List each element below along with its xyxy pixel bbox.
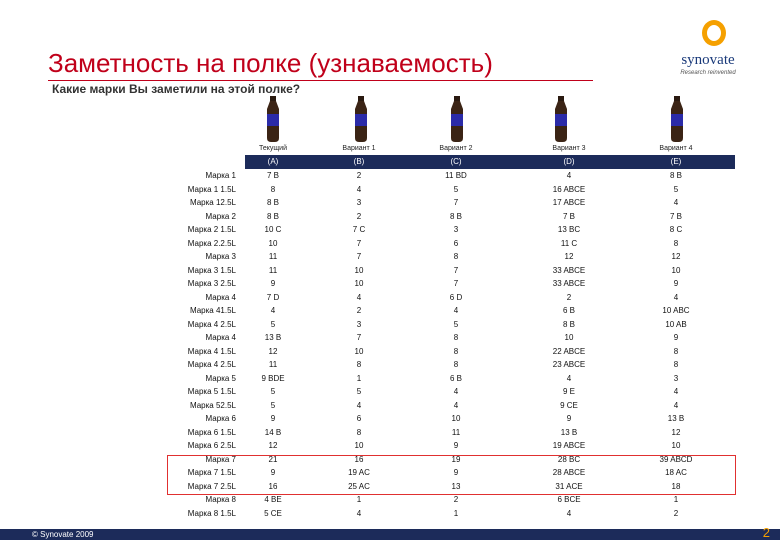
logo-name: synovate <box>681 52 735 68</box>
column-letter: (A) <box>267 157 279 166</box>
footer-copyright: © Synovate 2009 <box>32 530 94 539</box>
table-cell: 23 ABCE <box>552 360 586 369</box>
table-cell: 2 <box>356 211 362 221</box>
table-cell: 1 <box>356 495 362 504</box>
page-title: Заметность на полке (узнаваемость) <box>48 48 493 78</box>
table-cell: 21 <box>268 454 278 464</box>
bottle-icon <box>352 96 370 142</box>
table-cell: 4 <box>270 306 276 315</box>
table-cell: 3 <box>356 198 362 207</box>
table-cell: 16 ABCE <box>552 184 586 194</box>
table-cell: 11 <box>268 360 278 369</box>
table-cell: 33 ABCE <box>552 265 586 275</box>
table-cell: 9 CE <box>560 400 578 410</box>
table-cell: 4 <box>453 387 459 396</box>
table-cell: 9 <box>270 468 276 477</box>
column-header: Вариант 3 <box>552 145 586 152</box>
table-cell: 4 <box>356 292 362 302</box>
table-cell: 4 <box>453 306 459 315</box>
table-cell: 5 <box>673 184 679 194</box>
row-label: Марка 4 2.5L <box>187 360 236 369</box>
table-cell: 2 <box>673 508 679 518</box>
table-cell: 7 <box>356 333 362 342</box>
table-cell: 8 <box>453 333 459 342</box>
table-cell: 5 <box>453 184 459 194</box>
column-letter: (B) <box>353 157 365 166</box>
table-cell: 5 <box>270 400 276 410</box>
table-cell: 8 B <box>449 211 462 221</box>
table-cell: 10 <box>354 441 364 450</box>
row-label: Марка 2 <box>205 211 236 221</box>
row-label: Марка 52.5L <box>189 400 236 410</box>
table-cell: 9 BDE <box>261 373 285 383</box>
table-cell: 13 <box>451 481 461 491</box>
highlight-box <box>167 455 736 495</box>
bottle-icon <box>448 96 466 142</box>
table-cell: 8 B <box>266 198 279 207</box>
table-cell: 4 <box>356 400 362 410</box>
row-label: Марка 8 1.5L <box>187 508 236 518</box>
table-cell: 11 <box>268 252 278 261</box>
table-cell: 7 <box>356 238 362 248</box>
logo-ring-icon <box>702 20 726 46</box>
table-cell: 9 <box>453 468 459 477</box>
table-cell: 13 B <box>560 427 578 437</box>
table-cell: 17 ABCE <box>552 198 586 207</box>
table-cell: 8 <box>356 427 362 437</box>
table-cell: 5 <box>270 319 276 329</box>
table-cell: 7 <box>453 279 459 288</box>
table-cell: 8 <box>453 252 459 261</box>
table-cell: 8 <box>453 346 459 356</box>
table-cell: 11 C <box>560 238 578 248</box>
table-cell: 6 BCE <box>557 495 581 504</box>
table-cell: 8 <box>673 360 679 369</box>
table-cell: 10 <box>354 279 364 288</box>
table-cell: 4 <box>356 184 362 194</box>
table-cell: 4 <box>673 198 679 207</box>
row-label: Марка 8 <box>205 495 236 504</box>
table-cell: 10 C <box>264 225 282 234</box>
table-cell: 8 <box>673 238 679 248</box>
table-cell: 9 <box>453 441 459 450</box>
table-cell: 28 BC <box>557 454 581 464</box>
table-cell: 9 <box>673 333 679 342</box>
table-cell: 12 <box>268 346 278 356</box>
title-underline <box>48 80 593 81</box>
table-cell: 19 <box>451 454 461 464</box>
table-cell: 4 <box>673 292 679 302</box>
table-cell: 11 <box>451 427 461 437</box>
table-cell: 10 <box>564 333 574 342</box>
synovate-logo <box>672 18 744 80</box>
table-cell: 6 B <box>449 373 462 383</box>
table-cell: 12 <box>268 441 278 450</box>
table-cell: 31 ACE <box>555 481 583 491</box>
table-cell: 7 B <box>669 211 682 221</box>
bottle-icon <box>552 96 570 142</box>
table-cell: 7 B <box>266 171 279 180</box>
table-cell: 1 <box>673 495 679 504</box>
table-cell: 12 <box>564 252 574 261</box>
table-cell: 7 <box>453 265 459 275</box>
row-label: Марка 1 <box>205 171 236 180</box>
table-cell: 8 B <box>562 319 575 329</box>
row-label: Марка 4 <box>205 292 236 302</box>
table-cell: 6 <box>453 238 459 248</box>
table-cell: 22 ABCE <box>552 346 586 356</box>
table-cell: 2 <box>356 306 362 315</box>
row-label: Марка 3 2.5L <box>187 279 236 288</box>
table-cell: 4 <box>356 508 362 518</box>
row-label: Марка 6 1.5L <box>187 427 236 437</box>
row-label: Марка 7 1.5L <box>187 468 236 477</box>
logo-tagline: Research reinvented <box>680 70 736 76</box>
table-cell: 1 <box>453 508 459 518</box>
table-cell: 3 <box>673 373 679 383</box>
column-header: Текущий <box>259 145 287 152</box>
table-cell: 10 <box>671 265 681 275</box>
table-cell: 9 E <box>562 387 575 396</box>
row-label: Марка 5 <box>205 373 236 383</box>
column-letter: (C) <box>450 157 462 166</box>
row-label: Марка 6 <box>205 414 236 423</box>
page-number: 2 <box>762 525 770 540</box>
row-label: Марка 2.2.5L <box>187 238 236 248</box>
table-cell: 19 AC <box>348 468 370 477</box>
table-cell: 10 <box>268 238 278 248</box>
table-cell: 2 <box>453 495 459 504</box>
table-cell: 16 <box>268 481 278 491</box>
table-cell: 9 <box>673 279 679 288</box>
table-cell: 13 B <box>264 333 282 342</box>
column-letter: (E) <box>670 157 682 166</box>
table-cell: 7 C <box>352 225 366 234</box>
table-cell: 13 BC <box>557 225 581 234</box>
table-cell: 2 <box>566 292 572 302</box>
table-cell: 12 <box>671 252 681 261</box>
row-label: Марка 12.5L <box>189 198 236 207</box>
table-cell: 10 <box>671 441 681 450</box>
table-cell: 5 <box>270 387 276 396</box>
table-cell: 5 <box>356 387 362 396</box>
row-label: Марка 7 2.5L <box>187 481 236 491</box>
footer-bar <box>0 529 780 540</box>
column-letter: (D) <box>563 157 575 166</box>
row-label: Марка 7 <box>205 454 236 464</box>
row-label: Марка 3 <box>205 252 236 261</box>
table-cell: 4 <box>673 400 679 410</box>
table-cell: 10 <box>354 346 364 356</box>
row-label: Марка 5 1.5L <box>187 387 236 396</box>
row-label: Марка 4 2.5L <box>187 319 236 329</box>
table-cell: 9 <box>270 279 276 288</box>
table-cell: 7 D <box>266 292 280 302</box>
table-cell: 8 C <box>669 225 683 234</box>
table-cell: 3 <box>356 319 362 329</box>
table-cell: 25 AC <box>348 481 370 491</box>
table-cell: 1 <box>356 373 362 383</box>
table-cell: 13 B <box>667 414 685 423</box>
table-cell: 39 ABCD <box>659 454 693 464</box>
table-cell: 9 <box>566 414 572 423</box>
table-cell: 5 <box>453 319 459 329</box>
row-label: Марка 3 1.5L <box>187 265 236 275</box>
table-cell: 7 <box>453 198 459 207</box>
table-cell: 7 B <box>562 211 575 221</box>
table-cell: 5 CE <box>264 508 282 518</box>
table-cell: 19 ABCE <box>552 441 586 450</box>
table-cell: 16 <box>354 454 364 464</box>
table-cell: 6 B <box>562 306 575 315</box>
column-header: Вариант 4 <box>659 145 693 152</box>
table-cell: 4 <box>673 387 679 396</box>
table-cell: 7 <box>356 252 362 261</box>
table-cell: 18 <box>671 481 681 491</box>
table-cell: 14 B <box>264 427 282 437</box>
table-cell: 6 D <box>449 292 463 302</box>
table-cell: 8 B <box>669 171 682 180</box>
table-cell: 6 <box>356 414 362 423</box>
bottle-icon <box>264 96 282 142</box>
table-cell: 2 <box>356 171 362 180</box>
table-cell: 11 BD <box>445 171 467 180</box>
table-cell: 10 <box>451 414 461 423</box>
row-label: Марка 41.5L <box>189 306 236 315</box>
row-label: Марка 6 2.5L <box>187 441 236 450</box>
table-cell: 28 ABCE <box>552 468 586 477</box>
bottle-icon <box>668 96 686 142</box>
table-cell: 3 <box>453 225 459 234</box>
table-cell: 4 <box>566 508 572 518</box>
table-cell: 8 <box>673 346 679 356</box>
table-cell: 4 <box>566 373 572 383</box>
table-cell: 8 <box>270 184 276 194</box>
table-cell: 4 <box>566 171 572 180</box>
column-header: Вариант 2 <box>439 145 473 152</box>
table-cell: 10 <box>354 265 364 275</box>
table-cell: 11 <box>268 265 278 275</box>
table-cell: 9 <box>270 414 276 423</box>
table-cell: 8 <box>453 360 459 369</box>
column-header: Вариант 1 <box>342 145 376 152</box>
table-cell: 10 ABC <box>662 306 690 315</box>
table-cell: 10 AB <box>665 319 687 329</box>
table-cell: 18 AC <box>665 468 687 477</box>
table-cell: 12 <box>671 427 681 437</box>
row-label: Марка 2 1.5L <box>187 225 236 234</box>
table-cell: 4 BE <box>264 495 282 504</box>
table-cell: 33 ABCE <box>552 279 586 288</box>
row-label: Марка 4 1.5L <box>187 346 236 356</box>
row-label: Марка 4 <box>205 333 236 342</box>
table-cell: 8 B <box>266 211 279 221</box>
row-label: Марка 1 1.5L <box>187 184 236 194</box>
table-cell: 4 <box>453 400 459 410</box>
table-cell: 8 <box>356 360 362 369</box>
page-subtitle: Какие марки Вы заметили на этой полке? <box>52 82 301 96</box>
